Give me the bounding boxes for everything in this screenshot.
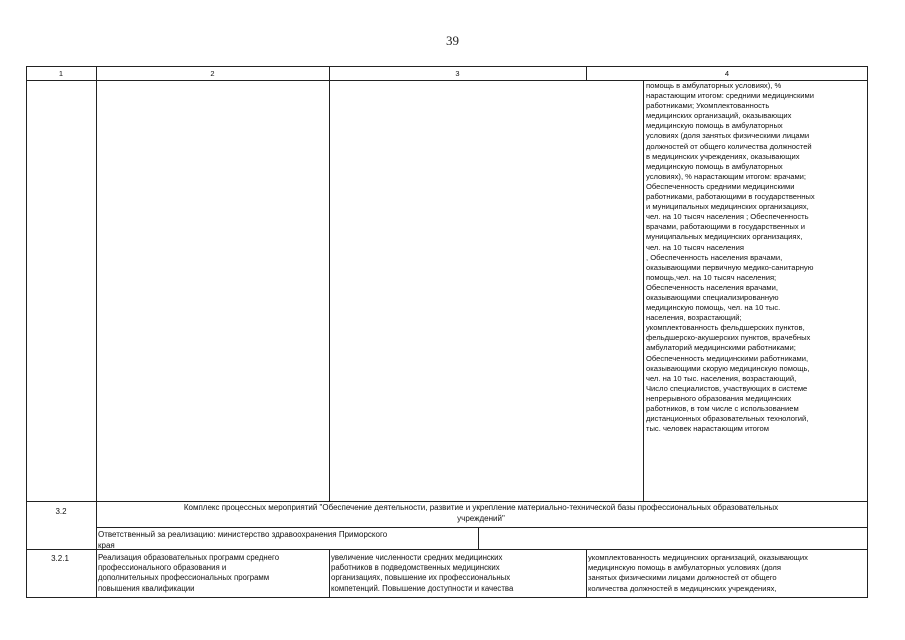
column4-text-line: дистанционных образовательных технологий, — [646, 414, 809, 424]
responsible-line-1: Ответственный за реализацию: министерство здравоохранения Приморского — [98, 530, 388, 539]
column4-text-line: помощь,чел. на 10 тысяч населения; — [646, 272, 777, 282]
column4-text-line: Обеспеченность населения врачами, — [646, 282, 778, 292]
table-border-bottom — [26, 597, 868, 598]
column4-text-line: чел. на 10 тысяч населения ; Обеспеченность — [646, 212, 809, 222]
column4-text-line: нарастающим итогом: средними медицинскими — [646, 91, 814, 101]
column4-text-line: населения, возрастающий; — [646, 313, 742, 323]
column4-text-line: помощь в амбулаторных условиях), % — [646, 81, 782, 90]
header-col-4: 4 — [724, 69, 730, 78]
column4-text-line: Число специалистов, участвующих в системе — [646, 383, 808, 393]
row-activity-line: повышения квалификации — [98, 583, 195, 593]
row-result-line: увеличение численности средних медицинских — [331, 553, 503, 562]
column4-text-line: работниками, работающими в государственных — [646, 192, 815, 202]
row-indicator-line: занятых физическими лицами должностей от общего — [588, 573, 777, 583]
table-border-left — [26, 66, 27, 598]
column4-indicators-text — [646, 81, 868, 434]
section-title-line — [96, 527, 868, 528]
column4-text-line: медицинских организаций, оказывающих — [646, 111, 792, 121]
column4-text-line: работников, в том числе с использованием — [646, 404, 799, 413]
divider-row-col-3 — [586, 549, 587, 598]
divider-col-3 — [643, 80, 644, 501]
column4-text-line: укомплектованность фельдшерских пунктов, — [646, 323, 805, 333]
divider-col-2-header — [329, 66, 330, 80]
row-activity-line: профессионального образования и — [98, 563, 227, 573]
column4-text-line: фельдшерско-акушерских пунктов, врачебных — [646, 333, 811, 343]
divider-col-3-header — [586, 66, 587, 80]
row-number: 3.2.1 — [51, 554, 69, 563]
column4-text-line: чел. на 10 тысяч населения — [646, 242, 744, 252]
column4-text-line: и муниципальных медицинских организациях, — [646, 202, 809, 212]
divider-col-1 — [96, 66, 97, 598]
divider-col-2 — [329, 80, 330, 501]
column4-text-line: Обеспеченность медицинскими работниками, — [646, 353, 809, 363]
row-activity-line: Реализация образовательных программ среднего — [98, 553, 280, 562]
row-activity-cell — [98, 553, 327, 594]
column4-text-line: медицинскую помощь в амбулаторных — [646, 161, 783, 171]
responsible-executor — [98, 530, 478, 551]
divider-responsible — [478, 527, 479, 549]
column4-text-line: амбулаторий медицинскими работниками; — [646, 343, 796, 353]
column4-text-line: муниципальных медицинских организациях, — [646, 232, 803, 242]
header-col-2: 2 — [210, 69, 215, 78]
section-title-line-1: Комплекс процессных мероприятий "Обеспечение деятельности, развитие и укрепление материально-технической базы профессиональных образовательных — [183, 503, 779, 512]
section-title — [98, 503, 864, 524]
column4-text-line: медицинскую помощь, чел. на 10 тыс. — [646, 303, 781, 313]
column4-text-line: оказывающими специализированную — [646, 292, 779, 302]
column4-text-line: медицинскую помощь в амбулаторных — [646, 121, 783, 131]
column4-text-line: чел. на 10 тыс. населения, возрастающий, — [646, 373, 797, 383]
row-indicator-line: медицинскую помощь в амбулаторных условиях (доля — [588, 563, 781, 573]
section-title-line-2: учреждений" — [457, 513, 505, 523]
row-indicator-line: количества должностей в медицинских учреждениях, — [588, 583, 777, 593]
page-number: 39 — [446, 33, 459, 48]
column4-text-line: условиях (доля занятых физическими лицами — [646, 131, 810, 141]
row-result-line: компетенций. Повышение доступности и качества — [331, 583, 514, 593]
divider-row-col-2 — [329, 549, 330, 598]
column4-text-line: оказывающими первичную медико-санитарную — [646, 262, 814, 272]
measures-table — [26, 66, 868, 598]
table-header-row — [26, 66, 868, 81]
row-result-cell — [331, 553, 584, 594]
row-result-line: работников в подведомственных медицинских — [331, 563, 500, 573]
section-number: 3.2 — [55, 507, 67, 516]
row-activity-line: дополнительных профессиональных программ — [98, 573, 270, 583]
column4-text-line: тыс. человек нарастающим итогом — [646, 424, 769, 434]
header-col-1: 1 — [58, 69, 64, 78]
row-indicator-line: укомплектованность медицинских организаций, оказывающих — [588, 553, 808, 562]
column4-text-line: , Обеспеченность населения врачами, — [646, 252, 783, 262]
column4-text-line: оказывающими скорую медицинскую помощь, — [646, 363, 810, 373]
column4-text-line: врачами, работающими в государственных и — [646, 222, 806, 232]
row-result-line: организациях, повышение их профессиональных — [331, 573, 511, 583]
column4-text-line: Обеспеченность средними медицинскими — [646, 181, 795, 191]
column4-text-line: непрерывного образования медицинских — [646, 393, 792, 403]
column4-text-line: в медицинских учреждениях, оказывающих — [646, 151, 800, 161]
row-indicator-cell — [588, 553, 866, 594]
responsible-line-2: края — [98, 540, 115, 550]
header-col-3: 3 — [455, 69, 460, 78]
column4-text-line: работниками; Укомплектованность — [646, 101, 770, 111]
column4-text-line: условиях), % нарастающим итогом: врачами; — [646, 171, 807, 181]
column4-text-line: должностей от общего количества должностей — [646, 141, 812, 151]
section-top-line — [26, 501, 868, 502]
